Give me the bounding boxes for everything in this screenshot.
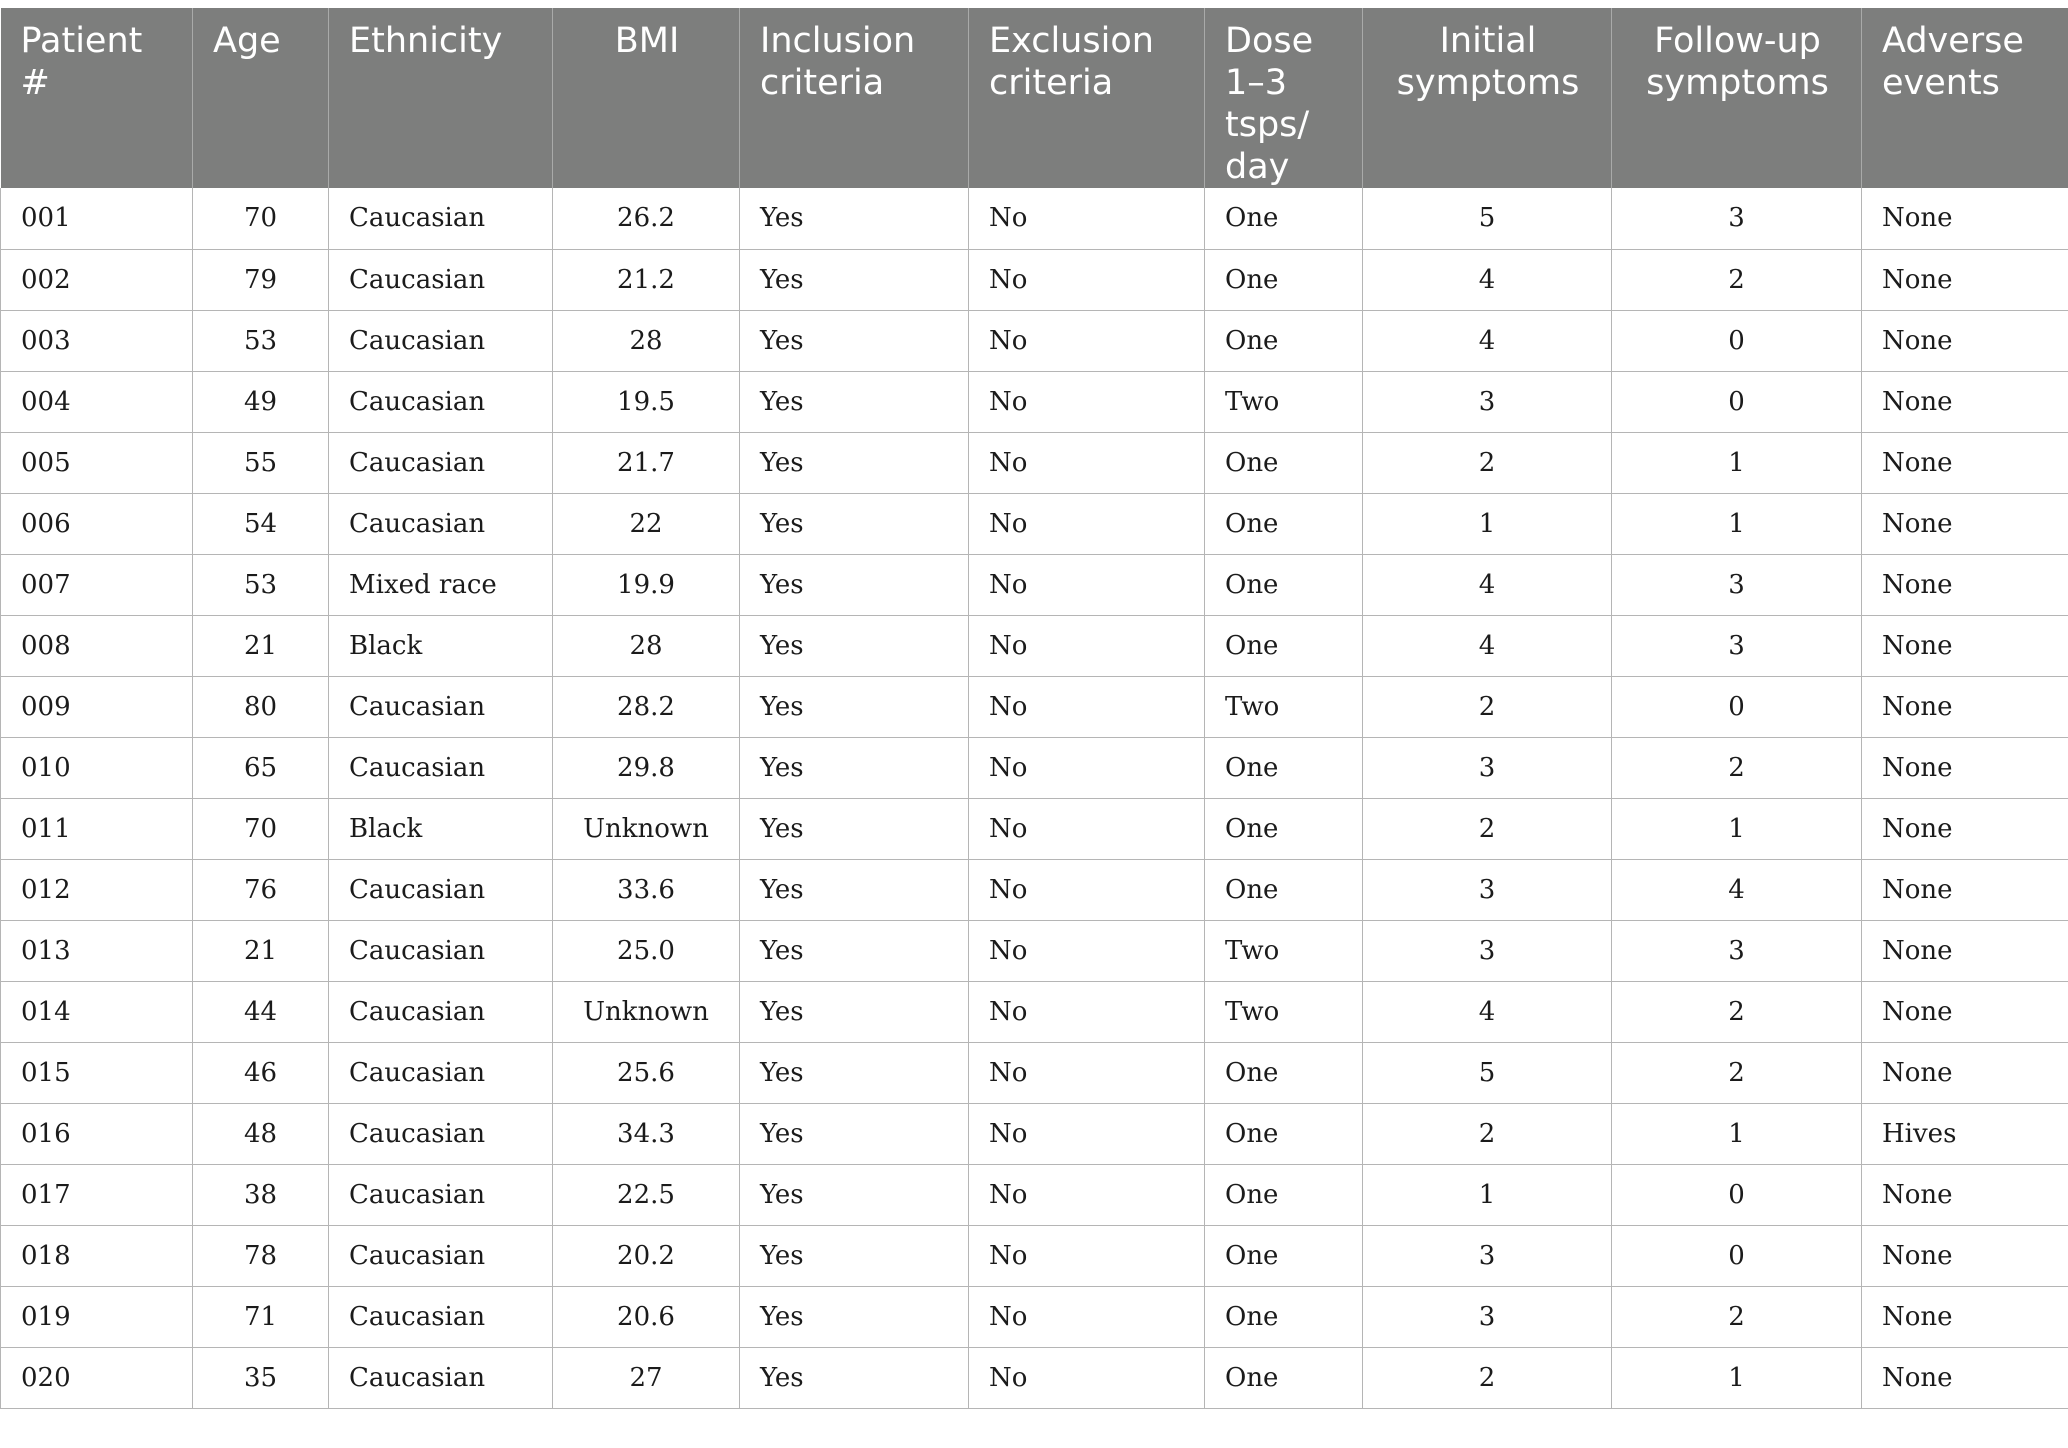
followup-symptoms-cell: 1 bbox=[1612, 1347, 1862, 1408]
bmi-cell: 19.9 bbox=[553, 554, 740, 615]
adverse-events-cell: None bbox=[1862, 249, 2068, 310]
ethnicity-cell: Caucasian bbox=[329, 981, 553, 1042]
patient-cell: 009 bbox=[1, 676, 193, 737]
age-cell: 65 bbox=[193, 737, 329, 798]
table-row bbox=[1, 432, 2068, 493]
exclusion-cell: No bbox=[969, 310, 1205, 371]
patient-cell: 006 bbox=[1, 493, 193, 554]
header-inclusion: Inclusion criteria bbox=[740, 8, 969, 188]
ethnicity-cell: Caucasian bbox=[329, 859, 553, 920]
age-cell: 21 bbox=[193, 615, 329, 676]
ethnicity-cell: Caucasian bbox=[329, 737, 553, 798]
exclusion-cell: No bbox=[969, 1286, 1205, 1347]
patient-table-container bbox=[0, 8, 2068, 1409]
patient-cell: 020 bbox=[1, 1347, 193, 1408]
initial-symptoms-cell: 2 bbox=[1363, 676, 1612, 737]
inclusion-cell: Yes bbox=[740, 1225, 969, 1286]
bmi-cell: 20.2 bbox=[553, 1225, 740, 1286]
adverse-events-cell: None bbox=[1862, 310, 2068, 371]
inclusion-cell: Yes bbox=[740, 1042, 969, 1103]
age-cell: 80 bbox=[193, 676, 329, 737]
patient-table bbox=[0, 8, 2068, 1409]
dose-cell: One bbox=[1205, 188, 1363, 249]
exclusion-cell: No bbox=[969, 493, 1205, 554]
inclusion-cell: Yes bbox=[740, 1103, 969, 1164]
adverse-events-cell: None bbox=[1862, 1042, 2068, 1103]
ethnicity-cell: Caucasian bbox=[329, 676, 553, 737]
table-row bbox=[1, 1225, 2068, 1286]
patient-cell: 012 bbox=[1, 859, 193, 920]
exclusion-cell: No bbox=[969, 249, 1205, 310]
initial-symptoms-cell: 4 bbox=[1363, 310, 1612, 371]
inclusion-cell: Yes bbox=[740, 188, 969, 249]
patient-cell: 015 bbox=[1, 1042, 193, 1103]
exclusion-cell: No bbox=[969, 1164, 1205, 1225]
exclusion-cell: No bbox=[969, 1225, 1205, 1286]
bmi-cell: 28 bbox=[553, 310, 740, 371]
ethnicity-cell: Caucasian bbox=[329, 920, 553, 981]
age-cell: 79 bbox=[193, 249, 329, 310]
followup-symptoms-cell: 2 bbox=[1612, 1042, 1862, 1103]
inclusion-cell: Yes bbox=[740, 615, 969, 676]
bmi-cell: 29.8 bbox=[553, 737, 740, 798]
bmi-cell: 20.6 bbox=[553, 1286, 740, 1347]
dose-cell: Two bbox=[1205, 981, 1363, 1042]
table-row bbox=[1, 737, 2068, 798]
followup-symptoms-cell: 3 bbox=[1612, 920, 1862, 981]
exclusion-cell: No bbox=[969, 981, 1205, 1042]
bmi-cell: 34.3 bbox=[553, 1103, 740, 1164]
inclusion-cell: Yes bbox=[740, 1347, 969, 1408]
followup-symptoms-cell: 0 bbox=[1612, 1225, 1862, 1286]
ethnicity-cell: Caucasian bbox=[329, 188, 553, 249]
adverse-events-cell: None bbox=[1862, 981, 2068, 1042]
bmi-cell: 22.5 bbox=[553, 1164, 740, 1225]
table-row bbox=[1, 371, 2068, 432]
age-cell: 71 bbox=[193, 1286, 329, 1347]
dose-cell: One bbox=[1205, 737, 1363, 798]
adverse-events-cell: None bbox=[1862, 493, 2068, 554]
header-row bbox=[1, 8, 2068, 188]
age-cell: 49 bbox=[193, 371, 329, 432]
header-ethnicity: Ethnicity bbox=[329, 8, 553, 188]
adverse-events-cell: None bbox=[1862, 676, 2068, 737]
header-exclusion: Exclusion criteria bbox=[969, 8, 1205, 188]
bmi-cell: 22 bbox=[553, 493, 740, 554]
initial-symptoms-cell: 1 bbox=[1363, 493, 1612, 554]
followup-symptoms-cell: 0 bbox=[1612, 676, 1862, 737]
dose-cell: Two bbox=[1205, 920, 1363, 981]
age-cell: 76 bbox=[193, 859, 329, 920]
table-header bbox=[1, 8, 2068, 188]
dose-cell: One bbox=[1205, 1286, 1363, 1347]
inclusion-cell: Yes bbox=[740, 920, 969, 981]
adverse-events-cell: None bbox=[1862, 798, 2068, 859]
followup-symptoms-cell: 0 bbox=[1612, 1164, 1862, 1225]
initial-symptoms-cell: 3 bbox=[1363, 1225, 1612, 1286]
dose-cell: One bbox=[1205, 1164, 1363, 1225]
header-dose: Dose 1–3 tsps/ day bbox=[1205, 8, 1363, 188]
header-adverse-events: Adverse events bbox=[1862, 8, 2068, 188]
inclusion-cell: Yes bbox=[740, 981, 969, 1042]
adverse-events-cell: None bbox=[1862, 371, 2068, 432]
followup-symptoms-cell: 0 bbox=[1612, 371, 1862, 432]
dose-cell: One bbox=[1205, 1347, 1363, 1408]
adverse-events-cell: None bbox=[1862, 920, 2068, 981]
dose-cell: Two bbox=[1205, 676, 1363, 737]
header-followup-symptoms: Follow-up symptoms bbox=[1612, 8, 1862, 188]
initial-symptoms-cell: 1 bbox=[1363, 1164, 1612, 1225]
followup-symptoms-cell: 2 bbox=[1612, 249, 1862, 310]
ethnicity-cell: Caucasian bbox=[329, 1164, 553, 1225]
age-cell: 53 bbox=[193, 310, 329, 371]
dose-cell: One bbox=[1205, 798, 1363, 859]
age-cell: 54 bbox=[193, 493, 329, 554]
patient-cell: 001 bbox=[1, 188, 193, 249]
table-row bbox=[1, 1347, 2068, 1408]
exclusion-cell: No bbox=[969, 859, 1205, 920]
initial-symptoms-cell: 3 bbox=[1363, 920, 1612, 981]
exclusion-cell: No bbox=[969, 1103, 1205, 1164]
age-cell: 21 bbox=[193, 920, 329, 981]
age-cell: 44 bbox=[193, 981, 329, 1042]
ethnicity-cell: Black bbox=[329, 798, 553, 859]
adverse-events-cell: None bbox=[1862, 1164, 2068, 1225]
followup-symptoms-cell: 1 bbox=[1612, 1103, 1862, 1164]
exclusion-cell: No bbox=[969, 676, 1205, 737]
dose-cell: One bbox=[1205, 1042, 1363, 1103]
inclusion-cell: Yes bbox=[740, 432, 969, 493]
age-cell: 53 bbox=[193, 554, 329, 615]
initial-symptoms-cell: 3 bbox=[1363, 1286, 1612, 1347]
ethnicity-cell: Mixed race bbox=[329, 554, 553, 615]
ethnicity-cell: Caucasian bbox=[329, 1347, 553, 1408]
ethnicity-cell: Caucasian bbox=[329, 249, 553, 310]
table-row bbox=[1, 920, 2068, 981]
ethnicity-cell: Caucasian bbox=[329, 1103, 553, 1164]
age-cell: 35 bbox=[193, 1347, 329, 1408]
followup-symptoms-cell: 1 bbox=[1612, 432, 1862, 493]
table-row bbox=[1, 188, 2068, 249]
exclusion-cell: No bbox=[969, 615, 1205, 676]
adverse-events-cell: None bbox=[1862, 1286, 2068, 1347]
age-cell: 55 bbox=[193, 432, 329, 493]
adverse-events-cell: None bbox=[1862, 859, 2068, 920]
bmi-cell: 19.5 bbox=[553, 371, 740, 432]
dose-cell: One bbox=[1205, 432, 1363, 493]
followup-symptoms-cell: 1 bbox=[1612, 493, 1862, 554]
inclusion-cell: Yes bbox=[740, 737, 969, 798]
bmi-cell: 28.2 bbox=[553, 676, 740, 737]
patient-cell: 002 bbox=[1, 249, 193, 310]
header-age: Age bbox=[193, 8, 329, 188]
exclusion-cell: No bbox=[969, 920, 1205, 981]
dose-cell: One bbox=[1205, 859, 1363, 920]
inclusion-cell: Yes bbox=[740, 554, 969, 615]
age-cell: 78 bbox=[193, 1225, 329, 1286]
initial-symptoms-cell: 2 bbox=[1363, 432, 1612, 493]
ethnicity-cell: Caucasian bbox=[329, 1225, 553, 1286]
inclusion-cell: Yes bbox=[740, 249, 969, 310]
initial-symptoms-cell: 4 bbox=[1363, 615, 1612, 676]
table-row bbox=[1, 1042, 2068, 1103]
dose-cell: One bbox=[1205, 1103, 1363, 1164]
header-initial-symptoms: Initial symptoms bbox=[1363, 8, 1612, 188]
table-row bbox=[1, 1286, 2068, 1347]
bmi-cell: 33.6 bbox=[553, 859, 740, 920]
bmi-cell: Unknown bbox=[553, 981, 740, 1042]
followup-symptoms-cell: 4 bbox=[1612, 859, 1862, 920]
bmi-cell: 27 bbox=[553, 1347, 740, 1408]
followup-symptoms-cell: 3 bbox=[1612, 615, 1862, 676]
exclusion-cell: No bbox=[969, 798, 1205, 859]
exclusion-cell: No bbox=[969, 1347, 1205, 1408]
dose-cell: Two bbox=[1205, 371, 1363, 432]
patient-cell: 004 bbox=[1, 371, 193, 432]
adverse-events-cell: None bbox=[1862, 615, 2068, 676]
initial-symptoms-cell: 4 bbox=[1363, 249, 1612, 310]
patient-cell: 003 bbox=[1, 310, 193, 371]
patient-cell: 017 bbox=[1, 1164, 193, 1225]
dose-cell: One bbox=[1205, 615, 1363, 676]
exclusion-cell: No bbox=[969, 432, 1205, 493]
dose-cell: One bbox=[1205, 493, 1363, 554]
age-cell: 70 bbox=[193, 188, 329, 249]
patient-cell: 016 bbox=[1, 1103, 193, 1164]
patient-cell: 010 bbox=[1, 737, 193, 798]
patient-cell: 019 bbox=[1, 1286, 193, 1347]
table-row bbox=[1, 1103, 2068, 1164]
table-row bbox=[1, 1164, 2068, 1225]
age-cell: 38 bbox=[193, 1164, 329, 1225]
adverse-events-cell: None bbox=[1862, 554, 2068, 615]
followup-symptoms-cell: 2 bbox=[1612, 737, 1862, 798]
dose-cell: One bbox=[1205, 1225, 1363, 1286]
header-patient: Patient # bbox=[1, 8, 193, 188]
inclusion-cell: Yes bbox=[740, 676, 969, 737]
ethnicity-cell: Caucasian bbox=[329, 371, 553, 432]
ethnicity-cell: Caucasian bbox=[329, 310, 553, 371]
patient-cell: 008 bbox=[1, 615, 193, 676]
ethnicity-cell: Caucasian bbox=[329, 1286, 553, 1347]
bmi-cell: 26.2 bbox=[553, 188, 740, 249]
age-cell: 70 bbox=[193, 798, 329, 859]
exclusion-cell: No bbox=[969, 554, 1205, 615]
initial-symptoms-cell: 3 bbox=[1363, 737, 1612, 798]
bmi-cell: Unknown bbox=[553, 798, 740, 859]
initial-symptoms-cell: 2 bbox=[1363, 1347, 1612, 1408]
ethnicity-cell: Black bbox=[329, 615, 553, 676]
bmi-cell: 25.6 bbox=[553, 1042, 740, 1103]
followup-symptoms-cell: 0 bbox=[1612, 310, 1862, 371]
initial-symptoms-cell: 2 bbox=[1363, 798, 1612, 859]
age-cell: 46 bbox=[193, 1042, 329, 1103]
initial-symptoms-cell: 5 bbox=[1363, 1042, 1612, 1103]
table-row bbox=[1, 249, 2068, 310]
initial-symptoms-cell: 3 bbox=[1363, 371, 1612, 432]
initial-symptoms-cell: 4 bbox=[1363, 981, 1612, 1042]
initial-symptoms-cell: 3 bbox=[1363, 859, 1612, 920]
table-row bbox=[1, 676, 2068, 737]
table-row bbox=[1, 493, 2068, 554]
table-row bbox=[1, 981, 2068, 1042]
dose-cell: One bbox=[1205, 554, 1363, 615]
adverse-events-cell: None bbox=[1862, 432, 2068, 493]
followup-symptoms-cell: 3 bbox=[1612, 188, 1862, 249]
ethnicity-cell: Caucasian bbox=[329, 432, 553, 493]
table-row bbox=[1, 615, 2068, 676]
patient-cell: 007 bbox=[1, 554, 193, 615]
adverse-events-cell: None bbox=[1862, 188, 2068, 249]
bmi-cell: 25.0 bbox=[553, 920, 740, 981]
table-row bbox=[1, 310, 2068, 371]
followup-symptoms-cell: 3 bbox=[1612, 554, 1862, 615]
exclusion-cell: No bbox=[969, 737, 1205, 798]
ethnicity-cell: Caucasian bbox=[329, 493, 553, 554]
table-row bbox=[1, 859, 2068, 920]
patient-cell: 018 bbox=[1, 1225, 193, 1286]
inclusion-cell: Yes bbox=[740, 310, 969, 371]
patient-cell: 011 bbox=[1, 798, 193, 859]
adverse-events-cell: Hives bbox=[1862, 1103, 2068, 1164]
adverse-events-cell: None bbox=[1862, 1225, 2068, 1286]
inclusion-cell: Yes bbox=[740, 493, 969, 554]
adverse-events-cell: None bbox=[1862, 1347, 2068, 1408]
table-row bbox=[1, 798, 2068, 859]
initial-symptoms-cell: 2 bbox=[1363, 1103, 1612, 1164]
table-body bbox=[1, 188, 2068, 1408]
bmi-cell: 21.7 bbox=[553, 432, 740, 493]
followup-symptoms-cell: 2 bbox=[1612, 1286, 1862, 1347]
dose-cell: One bbox=[1205, 249, 1363, 310]
inclusion-cell: Yes bbox=[740, 798, 969, 859]
table-row bbox=[1, 554, 2068, 615]
initial-symptoms-cell: 5 bbox=[1363, 188, 1612, 249]
ethnicity-cell: Caucasian bbox=[329, 1042, 553, 1103]
bmi-cell: 21.2 bbox=[553, 249, 740, 310]
exclusion-cell: No bbox=[969, 371, 1205, 432]
exclusion-cell: No bbox=[969, 1042, 1205, 1103]
age-cell: 48 bbox=[193, 1103, 329, 1164]
inclusion-cell: Yes bbox=[740, 859, 969, 920]
header-bmi: BMI bbox=[553, 8, 740, 188]
patient-cell: 014 bbox=[1, 981, 193, 1042]
followup-symptoms-cell: 2 bbox=[1612, 981, 1862, 1042]
initial-symptoms-cell: 4 bbox=[1363, 554, 1612, 615]
bmi-cell: 28 bbox=[553, 615, 740, 676]
adverse-events-cell: None bbox=[1862, 737, 2068, 798]
patient-cell: 013 bbox=[1, 920, 193, 981]
inclusion-cell: Yes bbox=[740, 1286, 969, 1347]
inclusion-cell: Yes bbox=[740, 371, 969, 432]
inclusion-cell: Yes bbox=[740, 1164, 969, 1225]
exclusion-cell: No bbox=[969, 188, 1205, 249]
followup-symptoms-cell: 1 bbox=[1612, 798, 1862, 859]
dose-cell: One bbox=[1205, 310, 1363, 371]
patient-cell: 005 bbox=[1, 432, 193, 493]
